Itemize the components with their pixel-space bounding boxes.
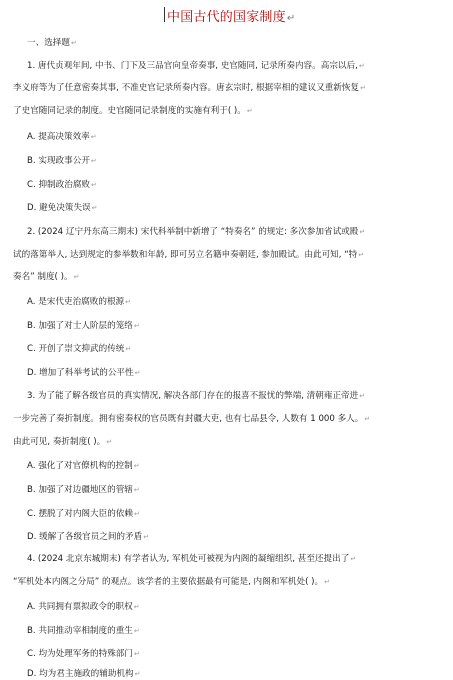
question-4-option-d: D. 均为君主施政的辅助机构↵ xyxy=(27,669,141,679)
paragraph-mark-icon: ↵ xyxy=(133,322,140,330)
paragraph-mark-icon: ↵ xyxy=(350,555,357,563)
question-2-option-a: A. 是宋代吏治腐败的根源↵ xyxy=(27,297,132,307)
paragraph-mark-icon: ↵ xyxy=(125,345,132,353)
question-1-line-3: 了史官随同记录的制度。史官随同记录制度的实施有利于( )。↵ xyxy=(13,106,253,116)
section-heading: 一、选择题↵ xyxy=(27,38,77,48)
question-3-option-d: D. 缓解了各级官员之间的矛盾↵ xyxy=(27,532,150,542)
question-3-option-c: C. 摆脱了对内阁大臣的依赖↵ xyxy=(27,509,140,519)
paragraph-mark-icon: ↵ xyxy=(359,392,366,400)
paragraph-mark-icon: ↵ xyxy=(359,228,366,236)
paragraph-mark-icon: ↵ xyxy=(134,369,141,377)
paragraph-mark-icon: ↵ xyxy=(358,251,365,259)
paragraph-mark-icon: ↵ xyxy=(143,533,150,541)
question-1-option-a: A. 提高决策效率↵ xyxy=(27,132,97,142)
paragraph-mark-icon: ↵ xyxy=(246,107,253,115)
question-1-line-1: 1. 唐代贞观年间, 中书、门下及三品官向皇帝奏事, 史官随同, 记录所奏内容。高宗以后,↵ xyxy=(27,61,365,71)
paragraph-mark-icon: ↵ xyxy=(90,133,97,141)
text-cursor xyxy=(164,7,165,22)
question-3-line-2: 一步完善了奏折制度。拥有密奏权的官员既有封疆大吏, 也有七品县令, 人数有 1 000 多人。↵ xyxy=(13,414,371,424)
question-3-option-a: A. 强化了对官僚机构的控制↵ xyxy=(27,461,140,471)
paragraph-mark-icon: ↵ xyxy=(91,181,97,189)
question-4-option-b: B. 共同推动宰相制度的重生↵ xyxy=(27,626,140,636)
question-2-line-3: 奏名” 制度( )。↵ xyxy=(13,272,80,282)
question-3-line-3: 由此可见, 奏折制度( )。↵ xyxy=(13,437,113,447)
paragraph-mark-icon: ↵ xyxy=(134,650,140,658)
paragraph-mark-icon: ↵ xyxy=(286,13,296,24)
question-1-option-d: D. 避免决策失误↵ xyxy=(27,203,98,213)
paragraph-mark-icon: ↵ xyxy=(324,578,331,586)
paragraph-mark-icon: ↵ xyxy=(364,415,371,423)
document-title xyxy=(167,6,295,25)
paragraph-mark-icon: ↵ xyxy=(73,273,80,281)
question-2-option-d: D. 增加了科举考试的公平性↵ xyxy=(27,368,141,378)
paragraph-mark-icon: ↵ xyxy=(133,462,140,470)
paragraph-mark-icon: ↵ xyxy=(133,486,140,494)
paragraph-mark-icon: ↵ xyxy=(133,627,140,635)
paragraph-mark-icon: ↵ xyxy=(70,39,77,47)
question-4-line-2: “军机处本内阁之分局” 的观点。该学者的主要依据最有可能是, 内阁和军机处( )。↵ xyxy=(13,577,331,587)
question-4-option-c: C. 均为处理军务的特殊部门↵ xyxy=(27,649,140,659)
paragraph-mark-icon: ↵ xyxy=(134,670,141,678)
paragraph-mark-icon: ↵ xyxy=(360,84,366,92)
question-1-option-c: C. 抑制政治腐败↵ xyxy=(27,180,97,190)
question-3-option-b: B. 加强了对边疆地区的管辖↵ xyxy=(27,485,140,495)
paragraph-mark-icon: ↵ xyxy=(134,510,140,518)
question-2-line-2: 试的落第举人, 达到规定的参举数和年龄, 即可另立名籍申奏朝廷, 参加殿试。由此可知, “特↵ xyxy=(13,250,365,260)
question-4-option-a: A. 共同拥有票拟政令的职权↵ xyxy=(27,602,140,612)
question-1-option-b: B. 实现政事公开↵ xyxy=(27,156,97,166)
title-text: 中国古代的国家制度 xyxy=(167,10,286,25)
paragraph-mark-icon: ↵ xyxy=(358,62,365,70)
question-2-option-b: B. 加强了对士人阶层的笼络↵ xyxy=(27,321,140,331)
paragraph-mark-icon: ↵ xyxy=(90,157,97,165)
question-2-option-c: C. 开创了崇文抑武的传统↵ xyxy=(27,344,132,354)
paragraph-mark-icon: ↵ xyxy=(106,438,113,446)
question-1-line-2: 李义府等为了任意密奏其事, 不准史官记录所奏内容。唐玄宗时, 根据宰相的建议又重新恢复↵ xyxy=(13,83,366,93)
question-3-line-1: 3. 为了能了解各级官员的真实情况, 解决各部门存在的报喜不报忧的弊端, 清朝雍正帝进↵ xyxy=(27,391,366,401)
paragraph-mark-icon: ↵ xyxy=(125,298,132,306)
paragraph-mark-icon: ↵ xyxy=(91,204,98,212)
paragraph-mark-icon: ↵ xyxy=(133,603,140,611)
question-4-line-1: 4. (2024 北京东城期末) 有学者认为, 军机处可被视为内阁的凝缩组织, 甚至还提出了↵ xyxy=(27,554,357,564)
question-2-line-1: 2. (2024 辽宁丹东高三期末) 宋代科举制中新增了 “特奏名” 的规定: 多次参加省试或殿↵ xyxy=(27,227,366,237)
